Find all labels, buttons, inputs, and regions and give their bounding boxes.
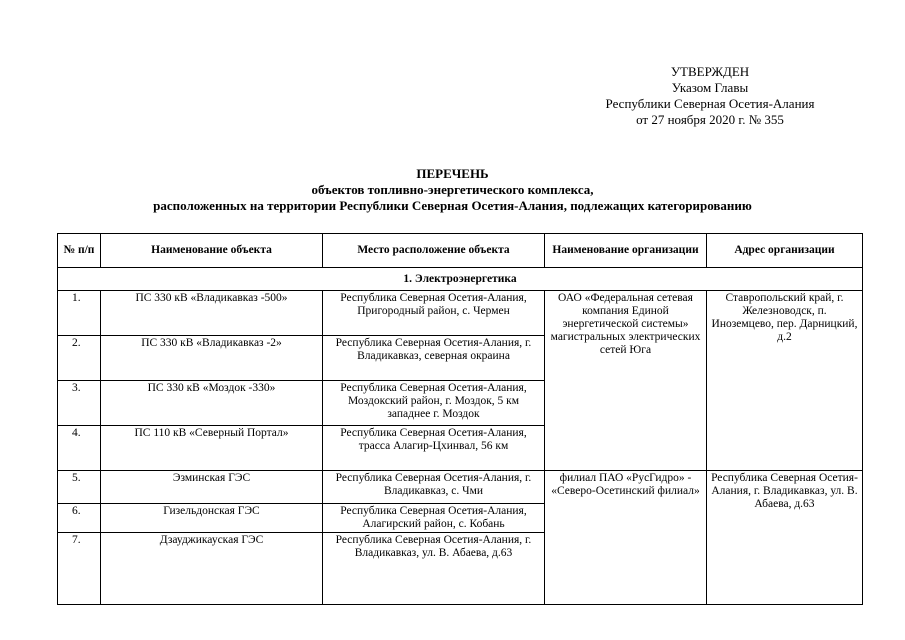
row-name: ПС 330 кВ «Моздок -330»	[101, 381, 323, 426]
row-name: Гизельдонская ГЭС	[101, 504, 323, 533]
section-title: 1. Электроэнергетика	[58, 268, 863, 291]
header-name: Наименование объекта	[101, 234, 323, 268]
row-name: ПС 330 кВ «Владикавказ -2»	[101, 336, 323, 381]
table-row	[58, 291, 863, 336]
row-num: 5.	[58, 471, 101, 504]
approval-line-date: от 27 ноября 2020 г. № 355	[636, 112, 784, 127]
row-name: Дзауджикауская ГЭС	[101, 533, 323, 605]
approval-line-republic: Республики Северная Осетия-Алания	[605, 96, 815, 111]
document-title	[60, 166, 845, 214]
row-org: ОАО «Федеральная сетевая компания Единой энергетической системы» магистральных электрических сетей Юга	[545, 291, 707, 471]
row-location: Республика Северная Осетия-Алания, Пригородный район, с. Чермен	[323, 291, 545, 336]
row-location: Республика Северная Осетия-Алания, г. Владикавказ, с. Чми	[323, 471, 545, 504]
header-num: № п/п	[58, 234, 101, 268]
row-num: 4.	[58, 426, 101, 471]
row-num: 3.	[58, 381, 101, 426]
header-org: Наименование организации	[545, 234, 707, 268]
row-org: филиал ПАО «РусГидро» - «Северо-Осетинский филиал»	[545, 471, 707, 605]
row-num: 2.	[58, 336, 101, 381]
approval-line-approved: УТВЕРЖДЕН	[670, 64, 750, 79]
table-row	[58, 471, 863, 504]
title-line-2: объектов топливно-энергетического комплекса,	[311, 182, 594, 197]
row-num: 1.	[58, 291, 101, 336]
header-address: Адрес организации	[707, 234, 863, 268]
title-line-1: ПЕРЕЧЕНЬ	[416, 166, 489, 181]
row-address: Ставропольский край, г. Железноводск, п. Иноземцево, пер. Дарницкий, д.2	[707, 291, 863, 471]
row-num: 7.	[58, 533, 101, 605]
row-num: 6.	[58, 504, 101, 533]
section-row	[58, 268, 863, 291]
row-location: Республика Северная Осетия-Алания, Алагирский район, с. Кобань	[323, 504, 545, 533]
objects-table	[57, 233, 863, 605]
row-address: Республика Северная Осетия-Алания, г. Владикавказ, ул. В. Абаева, д.63	[707, 471, 863, 605]
row-name: ПС 330 кВ «Владикавказ -500»	[101, 291, 323, 336]
approval-stamp	[560, 64, 860, 128]
table-header-row	[58, 234, 863, 268]
row-name: ПС 110 кВ «Северный Портал»	[101, 426, 323, 471]
header-location: Место расположение объекта	[323, 234, 545, 268]
approval-line-decree: Указом Главы	[671, 80, 749, 95]
row-location: Республика Северная Осетия-Алания, г. Владикавказ, ул. В. Абаева, д.63	[323, 533, 545, 605]
row-location: Республика Северная Осетия-Алания, трасса Алагир-Цхинвал, 56 км	[323, 426, 545, 471]
row-location: Республика Северная Осетия-Алания, Моздокский район, г. Моздок, 5 км западнее г. Моздок	[323, 381, 545, 426]
title-line-3: расположенных на территории Республики Северная Осетия-Алания, подлежащих категорированию	[153, 198, 752, 213]
row-name: Эзминская ГЭС	[101, 471, 323, 504]
row-location: Республика Северная Осетия-Алания, г. Владикавказ, северная окраина	[323, 336, 545, 381]
